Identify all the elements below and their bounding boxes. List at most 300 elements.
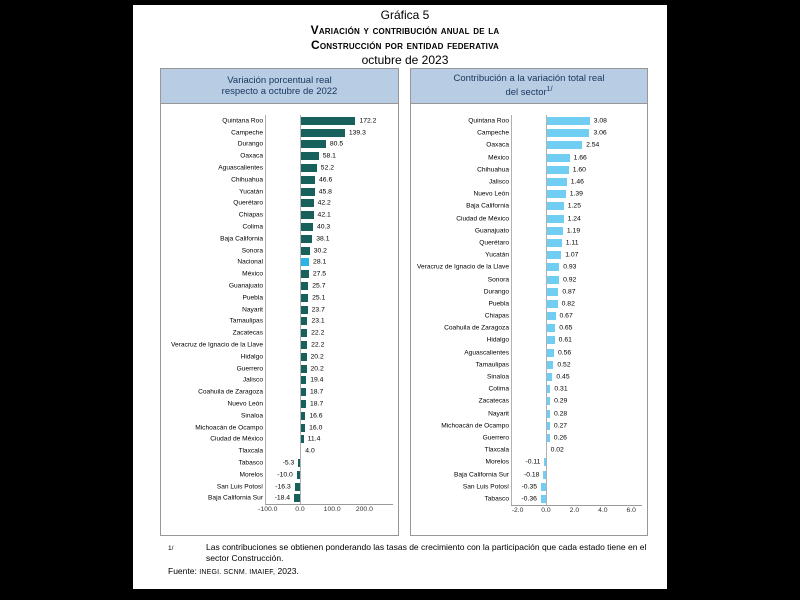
page-title-line-2: Construcción por entidad federativa <box>310 38 500 52</box>
value-label: 46.6 <box>319 176 333 184</box>
value-label: 0.45 <box>556 373 570 381</box>
chart-row <box>161 410 398 422</box>
data-bar <box>546 361 553 369</box>
chart-row <box>161 245 398 257</box>
value-label: 0.27 <box>553 422 568 430</box>
row-label: Veracruz de Ignacio de la Llave <box>170 341 263 349</box>
chart-row <box>411 152 647 164</box>
value-label: 1.66 <box>573 154 587 162</box>
plot-left-boundary <box>265 115 266 504</box>
x-axis-tick-label: 0.0 <box>541 507 551 515</box>
data-bar <box>546 190 566 198</box>
value-label: 3.08 <box>593 117 607 125</box>
row-label: Nuevo León <box>473 190 509 198</box>
row-label: Baja California Sur <box>208 494 263 502</box>
row-plot-area <box>265 398 393 410</box>
data-bar <box>300 306 308 314</box>
row-label: Jalisco <box>488 178 509 186</box>
panel-variacion-header-line-1: Variación porcentual real <box>227 74 332 86</box>
zero-axis-line <box>546 115 547 505</box>
chart-row <box>411 286 647 298</box>
chart-row <box>161 327 398 339</box>
row-label: México <box>242 270 263 278</box>
value-label: 58.1 <box>322 152 336 160</box>
chart-row <box>161 398 398 410</box>
value-label: 139.3 <box>348 129 366 137</box>
chart-row <box>161 422 398 434</box>
row-label: Colima <box>242 223 263 231</box>
chart-row <box>411 371 647 383</box>
chart-row <box>411 322 647 334</box>
chart-row <box>411 225 647 237</box>
value-label: 0.02 <box>550 446 564 454</box>
row-label: Chihuahua <box>477 166 509 174</box>
row-plot-area <box>265 386 393 398</box>
row-label: Chihuahua <box>231 176 263 184</box>
chart-row <box>411 444 647 456</box>
row-plot-area <box>265 127 393 139</box>
value-label: 23.7 <box>311 306 325 314</box>
chart-row <box>161 233 398 245</box>
value-label: 1.39 <box>569 190 583 198</box>
value-label: 172.2 <box>359 117 377 125</box>
chart-row <box>161 115 398 127</box>
value-label: -0.36 <box>521 495 537 503</box>
chart-row <box>161 304 398 316</box>
x-axis-tick-label: -2.0 <box>511 507 524 515</box>
value-label: 28.1 <box>313 258 327 266</box>
value-label: 27.5 <box>312 270 327 278</box>
zero-axis-line <box>300 115 301 504</box>
row-label: Ciudad de México <box>456 215 509 223</box>
value-label: 3.06 <box>593 129 607 137</box>
row-label: Zacatecas <box>232 329 263 337</box>
row-plot-area <box>511 432 642 444</box>
chart-row <box>411 334 647 346</box>
x-axis-tick-label: 200.0 <box>355 506 373 514</box>
data-bar <box>300 294 308 302</box>
value-label: -0.11 <box>525 458 541 466</box>
row-label: Yucatán <box>239 188 263 196</box>
chart-row <box>161 221 398 233</box>
data-bar <box>546 166 569 174</box>
row-label: Querétaro <box>479 239 509 247</box>
row-plot-area <box>265 268 393 280</box>
chart-row <box>411 310 647 322</box>
row-plot-area <box>265 363 393 375</box>
row-plot-area <box>265 493 393 505</box>
chart-row <box>411 188 647 200</box>
value-label: 1.07 <box>565 251 579 259</box>
row-label: Puebla <box>488 300 509 308</box>
data-bar <box>300 199 314 207</box>
value-label: 20.2 <box>310 353 324 361</box>
chart-row <box>411 237 647 249</box>
row-plot-area <box>265 410 393 422</box>
row-label: Coahuila de Zaragoza <box>198 388 263 396</box>
data-bar <box>546 263 559 271</box>
value-label: 16.6 <box>309 412 323 420</box>
chart-row <box>411 176 647 188</box>
value-label: 42.1 <box>317 211 331 219</box>
row-label: Baja California Sur <box>454 471 509 479</box>
chart-row <box>161 127 398 139</box>
value-label: 1.25 <box>567 202 581 210</box>
row-label: Jalisco <box>242 376 263 384</box>
row-plot-area <box>265 351 393 363</box>
row-plot-area <box>265 221 393 233</box>
data-bar <box>300 140 326 148</box>
row-plot-area <box>265 445 393 457</box>
data-bar <box>300 164 317 172</box>
row-label: Aguascalientes <box>218 164 263 172</box>
row-label: Durango <box>237 140 263 148</box>
row-plot-area <box>265 327 393 339</box>
value-label: 40.3 <box>316 223 331 231</box>
row-label: Nayarit <box>242 306 263 314</box>
value-label: -10.0 <box>277 471 293 479</box>
data-bar <box>300 317 307 325</box>
row-label: Durango <box>483 288 509 296</box>
row-plot-area <box>265 292 393 304</box>
row-plot-area <box>511 444 642 456</box>
row-plot-area <box>265 481 393 493</box>
chart-row <box>161 363 398 375</box>
chart-row <box>411 213 647 225</box>
x-axis-line <box>265 504 393 505</box>
chart-row <box>161 351 398 363</box>
chart-row <box>161 339 398 351</box>
data-bar <box>300 258 309 266</box>
chart-row <box>161 280 398 292</box>
source-institution: INEGI. SCNM. IMAIEF, <box>199 569 276 576</box>
row-label: Tabasco <box>484 495 509 503</box>
row-label: Yucatán <box>485 251 509 259</box>
panel-contribucion-header-line-1: Contribución a la variación total real <box>453 72 605 84</box>
chart-row <box>161 139 398 151</box>
source-year: 2023. <box>277 566 299 576</box>
data-bar <box>546 215 564 223</box>
row-plot-area <box>511 481 642 493</box>
row-label: Guerrero <box>236 365 263 373</box>
data-bar <box>300 188 315 196</box>
chart-row <box>411 383 647 395</box>
chart-row <box>161 162 398 174</box>
row-plot-area <box>265 162 393 174</box>
value-label: 18.7 <box>310 400 324 408</box>
row-label: Baja California <box>220 235 263 243</box>
x-axis-tick-label: 0.0 <box>295 506 305 514</box>
chart-row <box>411 249 647 261</box>
data-bar <box>300 176 315 184</box>
row-label: Nacional <box>237 258 263 266</box>
row-plot-area <box>265 115 393 127</box>
row-plot-area <box>511 139 642 151</box>
row-plot-area <box>511 273 642 285</box>
value-label: 38.1 <box>316 235 330 243</box>
data-bar <box>546 154 570 162</box>
value-label: 22.2 <box>311 329 325 337</box>
value-label: 20.2 <box>310 365 324 373</box>
chart-row <box>411 298 647 310</box>
row-label: Veracruz de Ignacio de la Llave <box>416 263 509 271</box>
row-plot-area <box>265 422 393 434</box>
row-label: Sonora <box>241 247 263 255</box>
figure-number: Gráfica 5 <box>380 8 430 22</box>
data-bar <box>546 288 558 296</box>
row-label: Nayarit <box>488 410 509 418</box>
data-bar <box>300 270 309 278</box>
value-label: 0.93 <box>563 263 577 271</box>
row-plot-area <box>511 347 642 359</box>
panel-contribucion-header-line-2: del sector$^{1/}$ <box>505 86 553 99</box>
x-axis-tick-label: 2.0 <box>569 507 580 515</box>
row-plot-area <box>265 150 393 162</box>
row-label: Quintana Roo <box>468 117 509 125</box>
row-plot-area <box>265 469 393 481</box>
value-label: 18.7 <box>310 388 324 396</box>
row-plot-area <box>511 213 642 225</box>
plot-left-boundary <box>511 115 512 505</box>
panel-variacion <box>160 68 399 536</box>
chart-row <box>161 434 398 446</box>
row-label: Campeche <box>477 129 509 137</box>
row-plot-area <box>511 225 642 237</box>
row-label: Tamaulipas <box>229 317 263 325</box>
footnote-marker: 1/ <box>168 545 174 552</box>
row-plot-area <box>511 115 642 127</box>
chart-row <box>411 456 647 468</box>
chart-row <box>161 174 398 186</box>
chart-row <box>411 432 647 444</box>
row-label: Sinaloa <box>241 412 263 420</box>
row-label: Zacatecas <box>478 397 509 405</box>
data-bar <box>300 117 355 125</box>
row-label: Guerrero <box>482 434 509 442</box>
chart-row <box>161 386 398 398</box>
data-bar <box>300 129 345 137</box>
data-bar <box>300 152 319 160</box>
chart-row <box>411 359 647 371</box>
chart-row <box>411 468 647 480</box>
x-axis-tick-label: 4.0 <box>598 507 608 515</box>
x-axis-tick-label: -100.0 <box>258 506 278 514</box>
value-label: -0.35 <box>521 483 538 491</box>
row-label: Tlaxcala <box>484 446 509 454</box>
chart-row <box>161 186 398 198</box>
row-plot-area <box>511 176 642 188</box>
row-plot-area <box>511 261 642 273</box>
chart-row <box>411 481 647 493</box>
row-plot-area <box>265 434 393 446</box>
value-label: 0.82 <box>561 300 575 308</box>
row-plot-area <box>511 249 642 261</box>
row-label: Aguascalientes <box>464 349 509 357</box>
row-label: Puebla <box>242 294 263 302</box>
row-plot-area <box>511 334 642 346</box>
row-plot-area <box>265 304 393 316</box>
row-plot-area <box>511 493 642 505</box>
value-label: 16.0 <box>309 424 323 432</box>
chart-row <box>411 200 647 212</box>
value-label: 0.31 <box>554 385 568 393</box>
row-plot-area <box>511 359 642 371</box>
chart-row <box>161 150 398 162</box>
data-bar <box>546 276 559 284</box>
value-label: -5.3 <box>282 459 295 467</box>
row-plot-area <box>265 198 393 210</box>
value-label: 0.67 <box>559 312 573 320</box>
value-label: -16.3 <box>275 483 291 491</box>
row-label: Coahuila de Zaragoza <box>444 324 509 332</box>
row-label: Tlaxcala <box>238 447 263 455</box>
value-label: 1.60 <box>572 166 586 174</box>
panel-variacion-header <box>161 69 398 104</box>
contribucion-bar-chart <box>411 115 647 515</box>
row-label: Campeche <box>231 129 263 137</box>
chart-row <box>411 261 647 273</box>
row-plot-area <box>511 395 642 407</box>
row-plot-area <box>265 174 393 186</box>
row-plot-area <box>265 375 393 387</box>
row-label: Quintana Roo <box>222 117 263 125</box>
row-plot-area <box>511 310 642 322</box>
row-label: Oaxaca <box>240 152 263 160</box>
row-plot-area <box>511 383 642 395</box>
x-axis-tick-label: 100.0 <box>323 506 341 514</box>
chart-row <box>411 127 647 139</box>
panel-variacion-header-line-2: respecto a octubre de 2022 <box>221 86 338 97</box>
row-plot-area <box>511 164 642 176</box>
value-label: 0.61 <box>558 336 572 344</box>
value-label: 0.65 <box>559 324 573 332</box>
value-label: 23.1 <box>311 317 325 325</box>
value-label: 22.2 <box>311 341 325 349</box>
row-plot-area <box>511 468 642 480</box>
chart-row <box>161 375 398 387</box>
row-label: Morelos <box>239 471 263 479</box>
value-label: 0.87 <box>562 288 576 296</box>
data-bar <box>300 247 310 255</box>
row-plot-area <box>511 237 642 249</box>
value-label: 11.4 <box>307 435 321 443</box>
data-bar <box>300 341 307 349</box>
document-page <box>133 5 667 589</box>
value-label: 80.5 <box>329 140 344 148</box>
source-label: Fuente: <box>168 566 197 576</box>
chart-row <box>411 115 647 127</box>
chart-row <box>161 316 398 328</box>
row-label: Sinaloa <box>487 373 509 381</box>
row-plot-area <box>511 188 642 200</box>
row-plot-area <box>511 408 642 420</box>
row-plot-area <box>511 127 642 139</box>
footnote-reference-superscript: 1/ <box>546 86 553 94</box>
row-plot-area <box>265 139 393 151</box>
value-label: 4.0 <box>305 447 315 455</box>
row-label: Baja California <box>466 202 509 210</box>
x-axis-line <box>511 505 642 506</box>
row-plot-area <box>265 316 393 328</box>
page-subtitle-date: octubre de 2023 <box>361 53 449 67</box>
row-label: Michoacán de Ocampo <box>441 422 509 430</box>
data-bar <box>546 227 563 235</box>
data-bar <box>546 312 556 320</box>
chart-row <box>161 481 398 493</box>
chart-row <box>411 139 647 151</box>
row-plot-area <box>265 457 393 469</box>
data-bar <box>546 202 564 210</box>
row-label: Hidalgo <box>240 353 263 361</box>
value-label: 1.24 <box>567 215 581 223</box>
row-plot-area <box>511 152 642 164</box>
value-label: 0.28 <box>553 410 568 418</box>
chart-row <box>161 209 398 221</box>
row-plot-area <box>511 456 642 468</box>
value-label: 25.7 <box>312 282 326 290</box>
value-label: 1.11 <box>565 239 579 247</box>
row-plot-area <box>511 286 642 298</box>
value-label: 0.26 <box>553 434 567 442</box>
chart-row <box>161 469 398 481</box>
panel-contribucion-header <box>411 69 647 104</box>
chart-row <box>161 457 398 469</box>
chart-row <box>411 347 647 359</box>
value-label: 1.46 <box>570 178 584 186</box>
chart-row <box>411 164 647 176</box>
row-label: Ciudad de México <box>210 435 263 443</box>
chart-row <box>411 493 647 505</box>
value-label: 25.1 <box>312 294 326 302</box>
row-label: Guanajuato <box>228 282 263 290</box>
value-label: 0.92 <box>563 276 577 284</box>
row-plot-area <box>265 280 393 292</box>
value-label: 52.2 <box>320 164 335 172</box>
row-label: Morelos <box>485 458 509 466</box>
row-plot-area <box>511 371 642 383</box>
row-plot-area <box>265 209 393 221</box>
chart-row <box>161 292 398 304</box>
chart-row <box>161 445 398 457</box>
data-bar <box>546 129 589 137</box>
row-label: Guanajuato <box>474 227 509 235</box>
row-label: Nuevo León <box>227 400 263 408</box>
value-label: 0.56 <box>557 349 572 357</box>
data-bar <box>546 117 590 125</box>
data-bar <box>546 336 555 344</box>
footnote-text: Las contribuciones se obtienen ponderando las tasas de crecimiento con la participación que cada estado tiene en el sector Construcción. <box>206 542 647 563</box>
data-bar <box>546 178 567 186</box>
row-plot-area <box>511 200 642 212</box>
row-label: Tamaulipas <box>475 361 509 369</box>
row-plot-area <box>511 298 642 310</box>
x-axis-tick-label: 6.0 <box>626 507 636 515</box>
row-plot-area <box>265 339 393 351</box>
panel-contribucion <box>410 68 648 536</box>
row-plot-area <box>265 245 393 257</box>
data-bar <box>546 141 582 149</box>
row-label: Tabasco <box>238 459 263 467</box>
chart-row <box>161 268 398 280</box>
value-label: 42.2 <box>317 199 331 207</box>
data-bar <box>300 329 307 337</box>
row-label: México <box>488 154 509 162</box>
row-plot-area <box>265 233 393 245</box>
value-label: 0.29 <box>554 397 568 405</box>
chart-row <box>411 420 647 432</box>
data-bar <box>546 239 562 247</box>
chart-row <box>411 408 647 420</box>
